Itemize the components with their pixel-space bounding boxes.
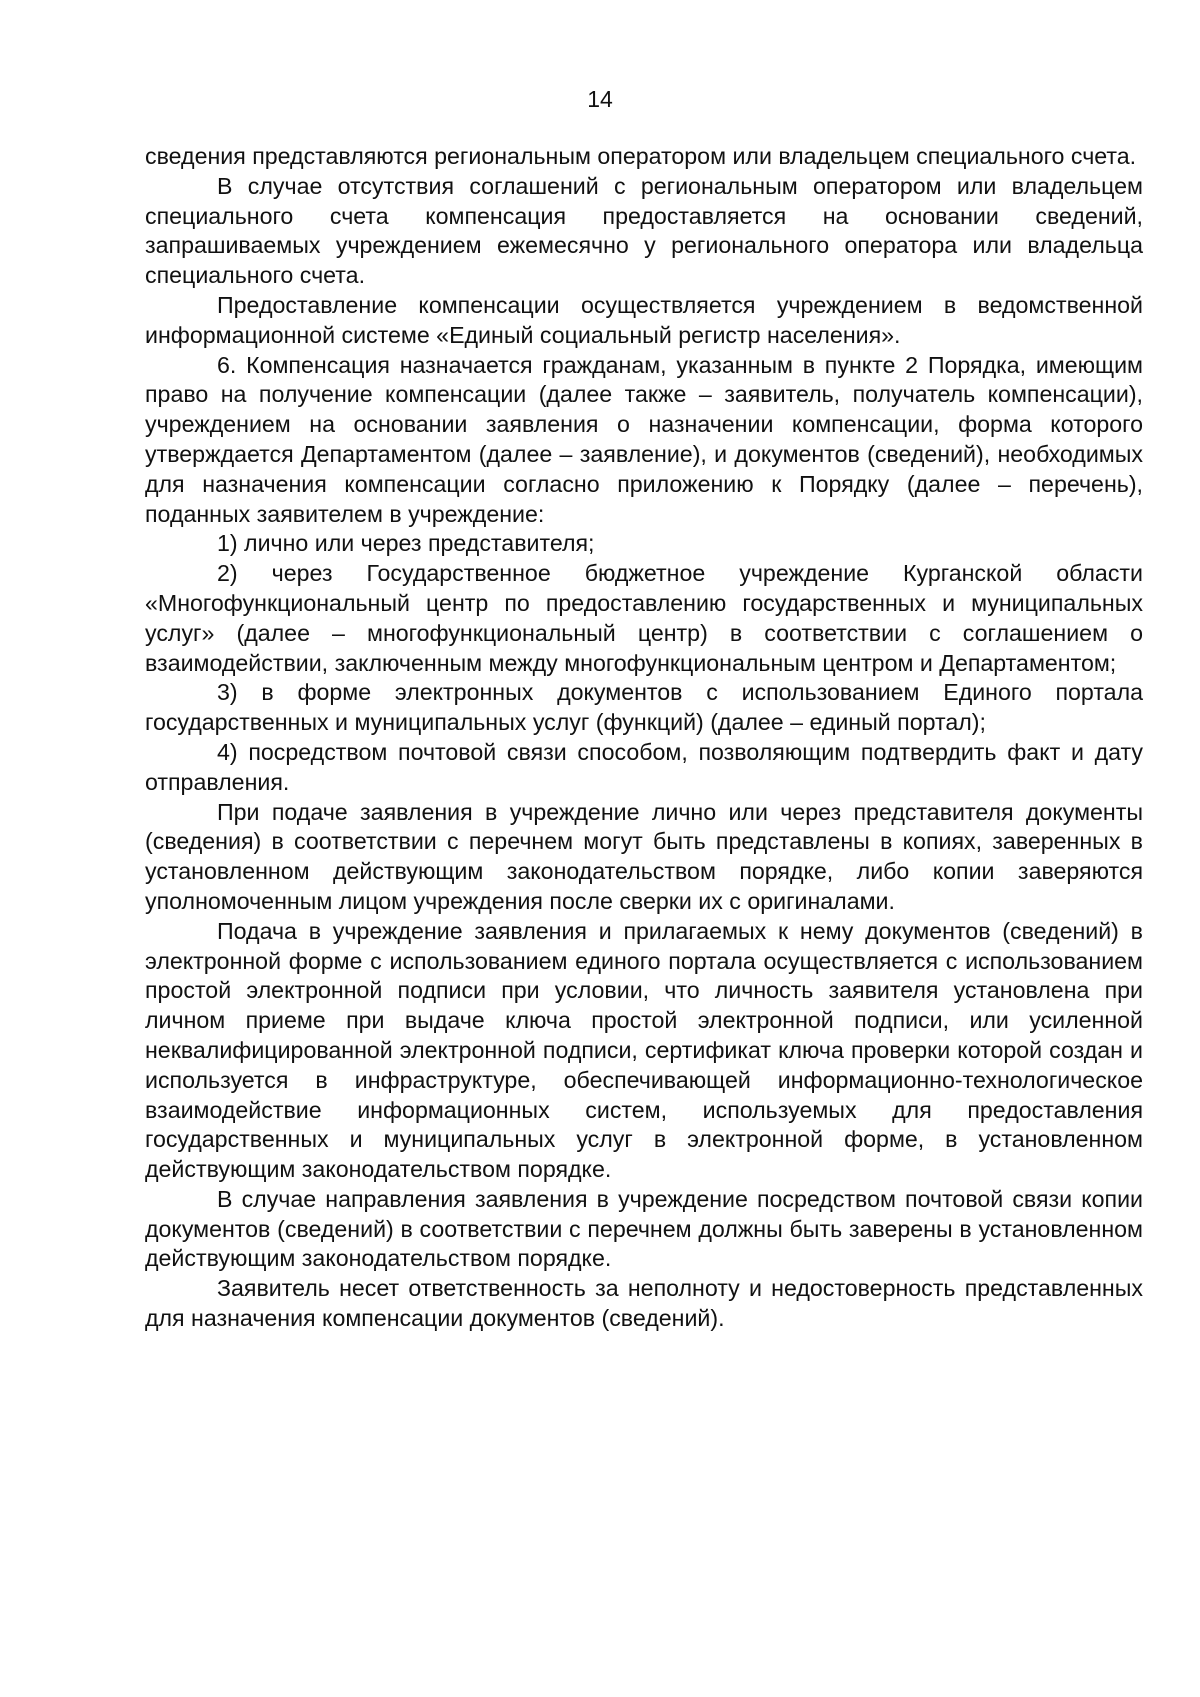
paragraph-continuation: сведения представляются региональным оператором или владельцем специального счета.	[145, 143, 1137, 169]
paragraph-registry: Предоставление компенсации осуществляется учреждением в ведомственной информационной системе «Единый социальный регистр населения».	[145, 291, 1143, 348]
paragraph-item-6: 6. Компенсация назначается гражданам, указанным в пункте 2 Порядка, имеющим право на получение компенсации (далее также – заявитель, получатель компенсации), учреждением на основании заявления о назначении компенсации, форма которого утверждается Департаментом (далее – заявление), и документов (сведений), необходимых для назначения компенсации согласно приложению к Порядку (далее – перечень), поданных заявителем в учреждение:	[145, 351, 1143, 527]
paragraph-postal: В случае направления заявления в учреждение посредством почтовой связи копии документов (сведений) в соответствии с перечнем должны быть заверены в установленном действующим законодательством порядке.	[145, 1185, 1143, 1272]
paragraph-no-agreement: В случае отсутствия соглашений с региональным оператором или владельцем специального счета компенсация предоставляется на основании сведений, запрашиваемых учреждением ежемесячно у регионального оператора или владельца специального счета.	[145, 172, 1143, 289]
list-item-2: 2) через Государственное бюджетное учреждение Курганской области «Многофункциональный центр по предоставлению государственных и муниципальных услуг» (далее – многофункциональный центр) в соответствии с соглашением о взаимодействии, заключенным между многофункциональным центром и Департаментом;	[145, 560, 1143, 676]
page-number: 14	[587, 86, 613, 112]
list-item-3: 3) в форме электронных документов с использованием Единого портала государственных и муниципальных услуг (функций) (далее – единый портал);	[145, 679, 1143, 736]
paragraph-electronic: Подача в учреждение заявления и прилагаемых к нему документов (сведений) в электронной форме с использованием единого портала осуществляется с использованием простой электронной подписи при условии, что личность заявителя установлена при личном приеме при выдаче ключа простой электронной подписи, или усиленной неквалифицированной электронной подписи, сертификат ключа проверки которой создан и используется в инфраструктуре, обеспечивающей информационно-технологическое взаимодействие информационных систем, используемых для предоставления государственных и муниципальных услуг в электронной форме, в установленном действующим законодательством порядке.	[145, 917, 1143, 1183]
paragraph-in-person: При подаче заявления в учреждение лично или через представителя документы (сведения) в соответствии с перечнем могут быть представлены в копиях, заверенных в установленном действующим законодательством порядке, либо копии заверяются уполномоченным лицом учреждения после сверки их с оригиналами.	[145, 798, 1143, 914]
document-body	[145, 142, 1143, 1334]
list-item-4: 4) посредством почтовой связи способом, позволяющим подтвердить факт и дату отправления.	[145, 738, 1143, 795]
list-item-1: 1) лично или через представителя;	[217, 530, 595, 557]
paragraph-responsibility: Заявитель несет ответственность за неполноту и недостоверность представленных для назначения компенсации документов (сведений).	[145, 1275, 1143, 1332]
